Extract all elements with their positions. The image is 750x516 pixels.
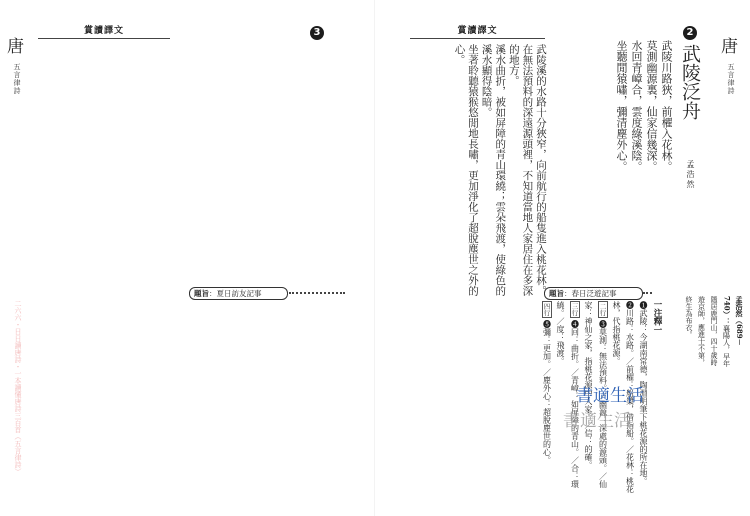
translation-line: 溪水曲折，被如屏障的青山環繞；雲朵飛渡，使綠色的溪水顯得陰暗。 xyxy=(480,44,507,296)
watermark-blue: 書適生活 xyxy=(576,386,644,406)
theme-label: 題旨 xyxy=(194,289,209,298)
poem-number-badge: 3 xyxy=(310,26,324,40)
translation-block xyxy=(452,44,547,300)
note-text: ❷川路：水路。／前櫂：船槳，借指船。／花林：桃花林，代指桃花源。 xyxy=(612,301,635,493)
note-line-label: 四行 xyxy=(542,303,551,316)
section-header: 賞讀譯文 xyxy=(38,26,170,39)
margin-note: 二六六・日日讀唐詩・一本讀懂唐詩三百首（五言律詩） xyxy=(14,300,22,475)
theme-label: 題旨 xyxy=(549,289,564,298)
translation-line: 在無法預料的深遠源頭裡，不知道當地人家居住在多深的地方。 xyxy=(507,44,534,296)
poem-number-badge: 2 xyxy=(683,26,697,40)
genre-label: 五言律詩 xyxy=(727,63,735,95)
translation-line: 坐著聆聽猿猴悠閒地長嘯，更加淨化了超脫塵世之外的心。 xyxy=(453,44,480,296)
translation-line: 武陵溪的水路十分狹窄，向前航行的船隻進入桃花林。 xyxy=(535,44,547,296)
dotted-leader xyxy=(643,292,652,294)
poem-line: 武陵川路狹，前櫂入花林。 xyxy=(660,40,673,172)
bio-text: 襄陽人，早年隱居鹿門山，四十歲時遊京師，應進士不第，終生為布衣。 xyxy=(685,296,731,367)
note-text: ❸莫測：無法預料。／幽源：深處的源頭。／仙家：神仙之家，指桃花源中人家。／信：的確。 xyxy=(584,301,608,488)
poem-text xyxy=(614,40,674,172)
section-header: 賞讀譯文 xyxy=(410,26,545,39)
poem-author: 孟浩然 xyxy=(686,160,695,190)
theme-tag xyxy=(189,287,288,300)
dotted-leader xyxy=(289,292,345,294)
note-text: ❶武陵：今湖南常德，陶淵明筆下桃花源的所在地。 xyxy=(639,301,648,485)
note-text: ❺彌：更加。／塵外心：超脫塵世的心。 xyxy=(542,320,552,464)
poem-line: 坐聽閒猿嘯，彌清塵外心。 xyxy=(615,40,628,172)
dynasty-label: 唐 xyxy=(721,37,738,57)
poem-line: 水回青嶂合，雲度綠溪陰。 xyxy=(630,40,643,172)
theme-text: ：春日泛遊記事 xyxy=(564,289,617,298)
author-bio xyxy=(683,296,746,371)
poem-title: 武陵泛舟 xyxy=(679,44,701,120)
note-text: ❹回：曲折。／青嶂：如屏障的青山。／合：環繞。／度：飛渡。 xyxy=(556,301,580,488)
note-line-label: 三行 xyxy=(570,303,579,316)
genre-label: 五言律詩 xyxy=(13,63,21,95)
theme-tag xyxy=(544,287,643,300)
dynasty-label: 唐 xyxy=(7,37,24,57)
bio-paragraph xyxy=(683,296,746,371)
watermark-gray: 書適生活 xyxy=(563,411,631,431)
note-line-label: 二行 xyxy=(598,303,607,316)
notes-heading: 一注釋一 xyxy=(652,300,662,334)
poem-line: 莫測幽源裏，仙家信幾深。 xyxy=(645,40,658,172)
note-item xyxy=(539,301,554,499)
bio-name: 孟浩然（689－740）： xyxy=(722,296,744,346)
theme-text: ：夏日訪友記事 xyxy=(209,289,262,298)
